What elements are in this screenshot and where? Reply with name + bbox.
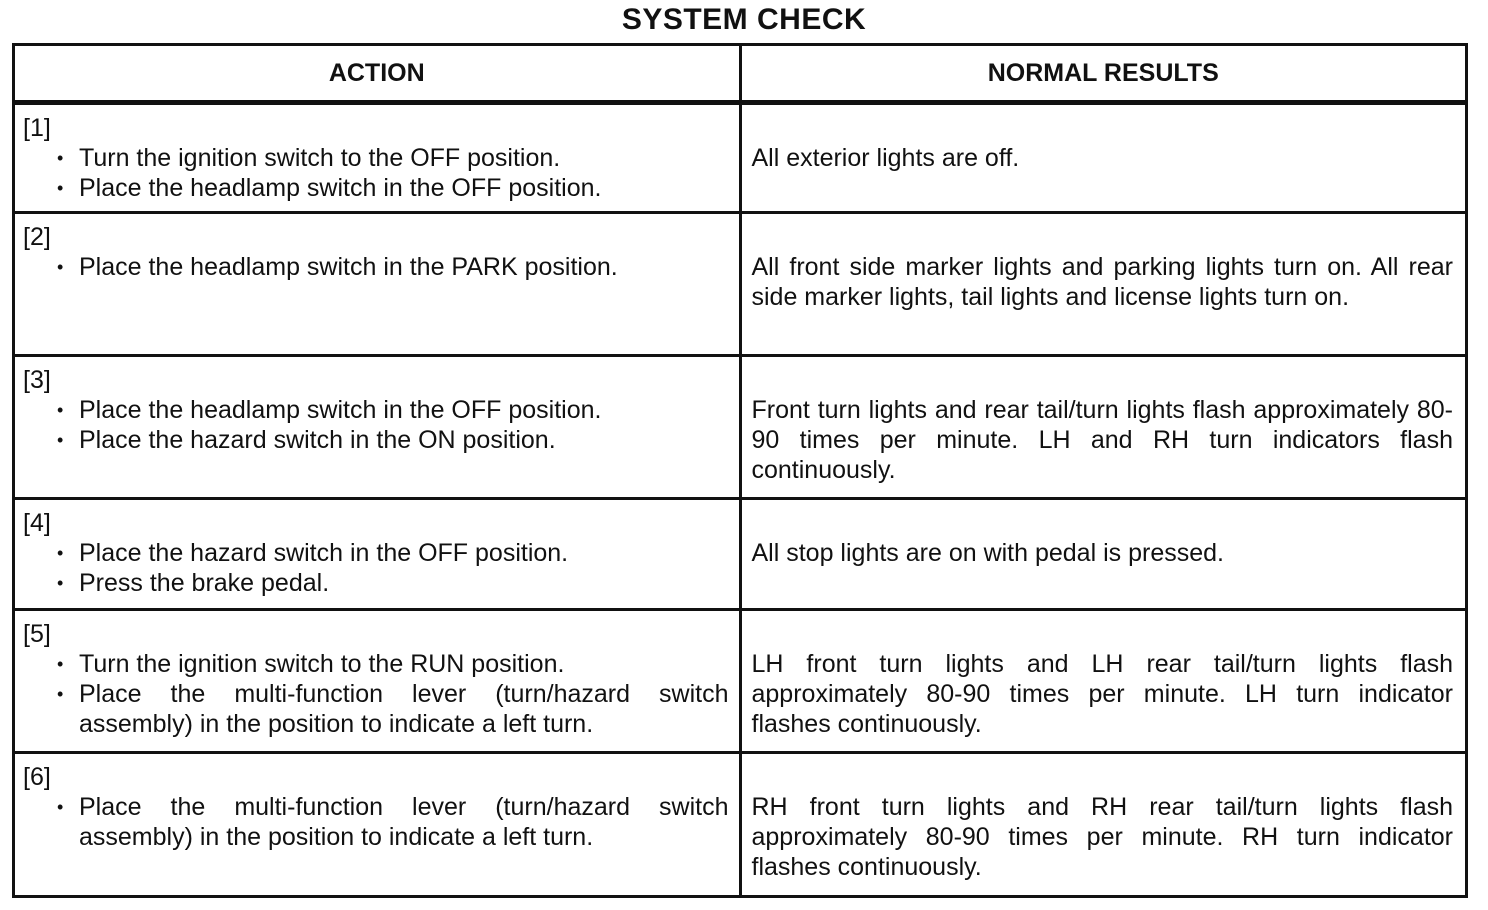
action-item: • Turn the ignition switch to the RUN position.: [79, 649, 729, 679]
step-number: [5]: [23, 620, 51, 648]
step-number: [4]: [23, 509, 51, 537]
action-cell: [15, 103, 740, 213]
table-row: [15, 499, 1465, 610]
action-list: [15, 395, 739, 455]
action-item: • Press the brake pedal.: [79, 568, 729, 598]
action-list: [15, 649, 739, 739]
result-text: Front turn lights and rear tail/turn lights flash approximately 80-90 times per minute. LH and RH turn indicators flash continuously.: [751, 396, 1453, 484]
result-text: RH front turn lights and RH rear tail/turn lights flash approximately 80-90 times per minute. RH turn indicator flashes continuously.: [751, 793, 1453, 881]
action-cell: [15, 356, 740, 499]
result-text: All front side marker lights and parking lights turn on. All rear side marker lights, tail lights and license lights turn on.: [751, 253, 1453, 311]
normal-results-column-header: NORMAL RESULTS: [740, 46, 1465, 103]
action-list: [15, 792, 739, 852]
system-check-table: [12, 43, 1468, 898]
result-cell: [740, 610, 1465, 753]
action-item: • Place the headlamp switch in the PARK position.: [79, 252, 729, 282]
header-row: [15, 46, 1465, 103]
action-list: [15, 252, 739, 282]
page-title: SYSTEM CHECK: [621, 3, 867, 36]
action-item: • Place the multi-function lever (turn/hazard switch assembly) in the position to indicate a left turn.: [79, 792, 729, 852]
table-row: [15, 753, 1465, 896]
result-text: All exterior lights are off.: [751, 144, 1020, 172]
action-cell: [15, 610, 740, 753]
result-text: LH front turn lights and LH rear tail/turn lights flash approximately 80-90 times per minute. LH turn indicator flashes continuously.: [751, 650, 1453, 738]
action-item: • Place the headlamp switch in the OFF position.: [79, 173, 729, 203]
result-cell: [740, 753, 1465, 896]
action-list: [15, 143, 739, 203]
action-cell: [15, 753, 740, 896]
action-cell: [15, 213, 740, 356]
result-cell: [740, 356, 1465, 499]
step-number: [3]: [23, 366, 51, 394]
table-row: [15, 356, 1465, 499]
action-item: • Place the multi-function lever (turn/hazard switch assembly) in the position to indicate a left turn.: [79, 679, 729, 739]
action-column-header: ACTION: [15, 46, 740, 103]
action-item: • Turn the ignition switch to the OFF position.: [79, 143, 729, 173]
step-number: [2]: [23, 223, 51, 251]
table-row: [15, 103, 1465, 213]
result-cell: [740, 103, 1465, 213]
action-item: • Place the hazard switch in the OFF position.: [79, 538, 729, 568]
step-number: [1]: [23, 114, 51, 142]
table-row: [15, 610, 1465, 753]
result-text: All stop lights are on with pedal is pressed.: [751, 539, 1224, 567]
step-number: [6]: [23, 763, 51, 791]
result-cell: [740, 499, 1465, 610]
action-item: • Place the hazard switch in the ON position.: [79, 425, 729, 455]
action-cell: [15, 499, 740, 610]
action-item: • Place the headlamp switch in the OFF position.: [79, 395, 729, 425]
action-list: [15, 538, 739, 598]
result-cell: [740, 213, 1465, 356]
table-row: [15, 213, 1465, 356]
system-check-grid: [15, 46, 1465, 895]
